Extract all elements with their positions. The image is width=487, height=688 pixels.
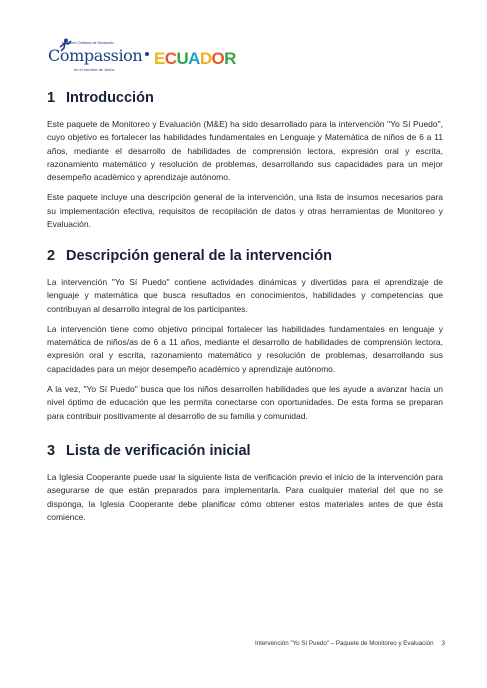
page-footer [255,640,445,647]
paragraph: La Iglesia Cooperante puede usar la siguiente lista de verificación previo el inicio de la intervención para asegurarse de que están preparados para implementarla. Para cualquier material del que no se disponga, la Iglesia Cooperante debe planificar cómo obtener estos materiales antes de que ésta comience. [47,472,443,522]
section-heading [47,442,443,460]
paragraph: Este paquete incluye una descripción general de la intervención, una lista de insumos necesarios para su implementación efectiva, requisitos de recopilación de datos y otras herramientas de Monitoreo y Evaluación. [47,192,443,230]
paragraph: La intervención "Yo Sí Puedo" contiene actividades dinámicas y divertidas para el aprendizaje de lenguaje y matemática que busca resultados en conocimientos, habilidades y competencias que contribuyan al desarrollo integral de los participantes. [47,277,443,314]
section-title: Descripción general de la intervención [66,248,332,264]
paragraph: La intervención tiene como objetivo principal fortalecer las habilidades fundamentales en lenguaje y matemática de niños/as de 6 a 11 años, mediante el desarrollo de habilidades de comprensión lectora, expresión oral y escrita, razonamiento matemático y resolución de problemas, desarrollando sus capacidades para un mejor desempeño académico y aprendizaje autónomo. [47,323,443,374]
ecuador-letter: D [199,49,212,68]
section-heading [47,89,443,107]
section-heading [47,247,443,265]
section-number: 1 [47,90,56,106]
ecuador-letter: O [211,49,225,68]
ecuador-letter: C [164,49,177,68]
section-introduccion [47,89,443,231]
section-descripcion-general [47,247,443,423]
ecuador-letter: U [176,49,189,68]
section-number: 3 [47,443,56,459]
section-title: Lista de verificación inicial [66,443,251,459]
footer-title: Intervención "Yo Sí Puedo" – Paquete de Monitoreo y Evaluación [254,640,434,647]
compassion-subtext: Ministerio Cristiano de Desarrollo [62,41,114,45]
section-lista-verificacion [47,442,443,524]
paragraph: Este paquete de Monitoreo y Evaluación (M&E) ha sido desarrollado para la intervención "Yo Sí Puedo", cuyo objetivo es fortalecer las habilidades fundamentales en Lenguaje y Matemática de niños de 6 a 11 años, mediante el desarrollo de habilidades de comprensión lectora, expresión oral y escrita, razonamiento matemático y resolución de problemas, desarrollando sus capacidades para un mejor desempeño académico y aprendizaje autónomo. [47,119,443,183]
ecuador-letter: R [224,49,236,68]
compassion-tagline: en el nombre de Jesús [74,67,115,72]
section-number: 2 [47,248,56,264]
ecuador-wordmark [154,49,236,69]
ecuador-letter: A [188,49,200,68]
ecuador-letter: E [154,49,165,68]
logo-separator-dot [145,52,149,56]
page-logo [48,38,236,76]
section-title: Introducción [66,90,154,106]
compassion-wordmark: Compassion [48,46,143,65]
page-number: 3 [441,640,445,647]
paragraph: A la vez, "Yo Sí Puedo" busca que los niños desarrollen habilidades que les ayude a avanzar hacia un nivel óptimo de educación que les permita conectarse con oportunidades. De esta forma se preparan para contribuir positivamente al desarrollo de su familia y comunidad. [47,384,443,421]
compassion-logo [48,38,143,76]
